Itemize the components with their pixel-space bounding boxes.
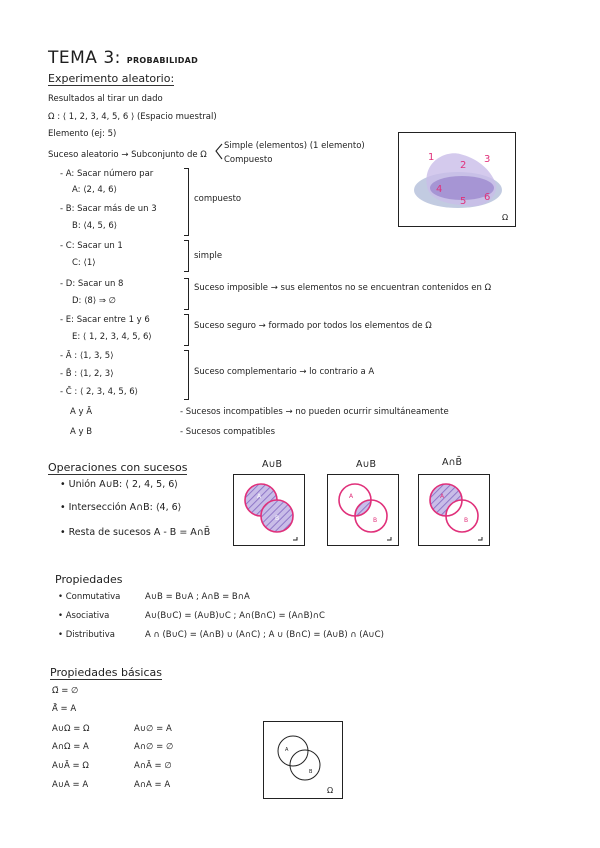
venn-num: 5 <box>460 196 467 207</box>
basica-right: A∩∅ = ∅ <box>134 742 174 752</box>
brace-seguro <box>184 314 189 346</box>
op-interseccion: • Intersección A∩B: ⟨4, 6⟩ <box>60 502 182 513</box>
resultados-text: Resultados al tirar un dado <box>48 94 163 104</box>
basica-left: A∪Ω = Ω <box>52 724 90 734</box>
diagram-title-union: A∪B <box>262 459 282 470</box>
venn-diagram-dice <box>398 132 514 225</box>
basica-left: A∪A = A <box>52 780 89 790</box>
set-b-label: B <box>309 769 313 775</box>
venn-basic <box>263 721 343 799</box>
set-a-label: A <box>349 493 354 500</box>
suceso-text: Suceso aleatorio → Subconjunto de Ω <box>48 150 207 160</box>
venn-num: 1 <box>428 152 435 163</box>
title-sub: PROBABILIDAD <box>126 56 199 65</box>
prop-asociativa-formula: A∪(B∪C) = (A∪B)∪C ; A∩(B∩C) = (A∩B)∩C <box>145 611 325 621</box>
item-e: - E: Sacar entre 1 y 6 <box>60 315 150 325</box>
basica-right: A∩Ā = ∅ <box>134 761 172 771</box>
item-a-set: A: ⟨2, 4, 6⟩ <box>72 185 117 195</box>
diagram-title-interseccion: A∪B <box>356 459 376 470</box>
experimento-heading: Experimento aleatorio: <box>48 72 175 85</box>
item-d-set: D: ⟨8⟩ ⇒ ∅ <box>72 296 117 306</box>
label-imposible: Suceso imposible → sus elementos no se encuentran contenidos en Ω <box>194 283 492 293</box>
label-seguro: Suceso seguro → formado por todos los elementos de Ω <box>194 321 432 331</box>
basica-line: Ā̄ = A <box>52 704 77 714</box>
page-title <box>48 50 198 67</box>
venn-union <box>233 474 305 546</box>
item-b-set: B: ⟨4, 5, 6⟩ <box>72 221 118 231</box>
set-b-label: B <box>373 517 378 524</box>
venn-intersection <box>327 474 399 546</box>
venn-num: 4 <box>436 184 443 195</box>
title-main: TEMA 3: <box>48 48 121 68</box>
op-union: • Unión A∪B: ⟨ 2, 4, 5, 6⟩ <box>60 479 179 490</box>
label-simple: simple <box>194 251 223 261</box>
set-b-label: B <box>275 515 280 522</box>
brace-complementario <box>184 350 189 400</box>
item-b-complement: - B̄ : ⟨1, 2, 3⟩ <box>60 369 114 379</box>
item-d: - D: Sacar un 8 <box>60 279 124 289</box>
label-compuesto: compuesto <box>194 194 242 204</box>
venn-difference <box>418 474 490 546</box>
venn-num: 2 <box>460 160 467 171</box>
venn-num: 6 <box>484 192 491 203</box>
venn-num: 3 <box>484 154 491 165</box>
item-a-complement: - Ā : ⟨1, 3, 5⟩ <box>60 351 114 361</box>
elemento-text: Elemento (ej: 5) <box>48 129 117 139</box>
incompatibles-right: - Sucesos incompatibles → no pueden ocurrir simultáneamente <box>180 407 449 417</box>
incompatibles-left: A y Ā <box>70 407 93 417</box>
item-a: - A: Sacar número par <box>60 169 154 179</box>
prop-distributiva-name: • Distributiva <box>58 630 115 640</box>
basica-left: A∩Ω = A <box>52 742 89 752</box>
label-complementario: Suceso complementario → lo contrario a A <box>194 367 375 377</box>
compatibles-left: A y B <box>70 427 93 437</box>
item-c-set: C: ⟨1⟩ <box>72 258 96 268</box>
brace-imposible <box>184 278 189 310</box>
angle-bracket <box>214 142 224 162</box>
brace-compuesto <box>184 168 189 236</box>
operaciones-heading: Operaciones con sucesos <box>48 461 188 474</box>
basicas-heading: Propiedades básicas <box>50 666 162 679</box>
espacio-muestral: Ω : ⟨ 1, 2, 3, 4, 5, 6 ⟩ (Espacio muestral) <box>48 112 217 122</box>
suceso-simple: Simple (elementos) (1 elemento) <box>224 141 365 151</box>
brace-simple <box>184 240 189 272</box>
basica-line: Ω̄ = ∅ <box>52 686 79 696</box>
diagram-title-resta: A∩B̄ <box>442 457 462 468</box>
item-c-complement: - C̄ : ⟨ 2, 3, 4, 5, 6⟩ <box>60 387 138 397</box>
omega-symbol: Ω <box>327 786 334 795</box>
set-a-label: A <box>257 493 262 500</box>
prop-distributiva-formula: A ∩ (B∪C) = (A∩B) ∪ (A∩C) ; A ∪ (B∩C) = (A∪B) ∩ (A∪C) <box>145 630 384 640</box>
item-b: - B: Sacar más de un 3 <box>60 204 157 214</box>
suceso-compuesto: Compuesto <box>224 155 273 165</box>
set-b-label: B <box>464 517 469 524</box>
set-a-label: A <box>440 493 445 500</box>
basica-right: A∩A = A <box>134 780 171 790</box>
prop-conmutativa-name: • Conmutativa <box>58 592 121 602</box>
prop-conmutativa-formula: A∪B = B∪A ; A∩B = B∩A <box>145 592 250 602</box>
omega-symbol: Ω <box>502 213 509 222</box>
propiedades-heading: Propiedades <box>55 573 123 586</box>
set-a-label: A <box>285 747 289 753</box>
prop-asociativa-name: • Asociativa <box>58 611 110 621</box>
item-e-set: E: ⟨ 1, 2, 3, 4, 5, 6⟩ <box>72 332 152 342</box>
item-c: - C: Sacar un 1 <box>60 241 123 251</box>
compatibles-right: - Sucesos compatibles <box>180 427 276 437</box>
basica-left: A∪Ā = Ω <box>52 761 89 771</box>
basica-right: A∪∅ = A <box>134 724 172 734</box>
op-resta: • Resta de sucesos A - B = A∩B̄ <box>60 527 211 538</box>
